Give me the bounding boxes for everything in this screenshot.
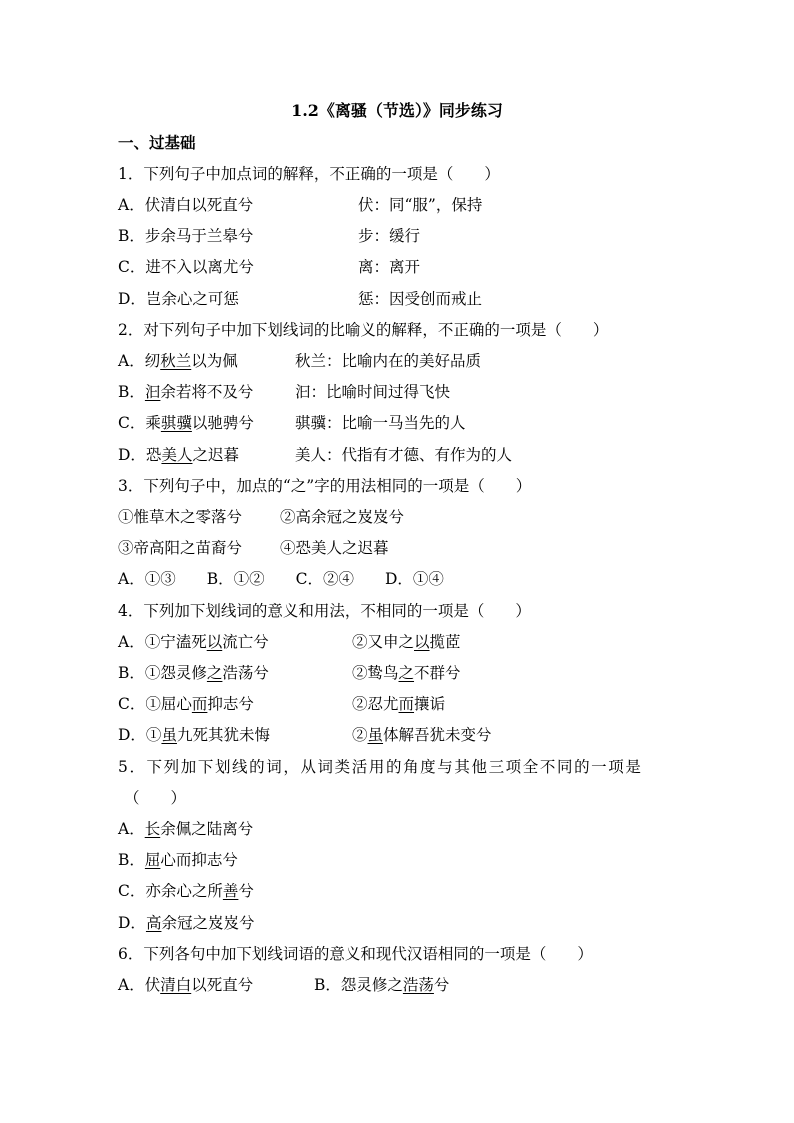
q2-option-c-suffix: 以驰骋兮: [191, 414, 254, 432]
q4-d-first-suffix: 九死其犹未悔: [176, 726, 270, 744]
q4-c-first-underlined: 而: [191, 695, 208, 713]
q4-b-first-suffix: 浩荡兮: [222, 664, 269, 682]
q4-c-second: [352, 693, 445, 715]
q5-b-suffix: 心而抑志兮: [160, 851, 238, 869]
q5-option-b: [118, 849, 238, 871]
q2-option-b-note: 汩：比喻时间过得飞快: [295, 383, 451, 401]
q4-b-second-underlined: 之: [398, 664, 415, 682]
q4-d-second-suffix: 体解吾犹未变兮: [383, 726, 492, 744]
q2-option-d-suffix: 之迟暮: [192, 446, 239, 464]
q5-a-suffix: 余佩之陆离兮: [160, 820, 254, 838]
q4-d-first-prefix: D．①: [118, 726, 162, 744]
q4-a-second-underlined: 以: [414, 633, 430, 651]
q2-option-a-underlined: 秋兰: [160, 352, 192, 370]
q4-d-first-underlined: 虽: [161, 726, 177, 744]
q5-option-c: [118, 880, 254, 902]
q5-d-suffix: 余冠之岌岌兮: [161, 914, 255, 932]
q1-option-c-note: 离：离开: [358, 258, 421, 276]
q5-option-d: [118, 912, 254, 934]
q4-a-second-suffix: 揽茝: [429, 633, 461, 651]
q4-a-first-underlined: 以: [206, 633, 223, 651]
q2-option-d-note: 美人：代指有才德、有作为的人: [295, 446, 513, 464]
q6-b-prefix: B．怨灵修之: [314, 976, 403, 994]
q4-c-first-suffix: 抑志兮: [207, 695, 254, 713]
q2-option-c-note: 骐骥：比喻一马当先的人: [295, 414, 466, 432]
q1-option-a: [118, 194, 483, 216]
q5-c-suffix: 兮: [238, 882, 254, 900]
q4-b-second-prefix: ②鸷鸟: [352, 664, 399, 682]
q5-b-underlined: 屈: [144, 851, 161, 869]
q1-option-d: [118, 288, 483, 310]
q6-a-underlined: 清白: [160, 976, 192, 994]
q4-b-second-suffix: 不群兮: [414, 664, 461, 682]
question-6-stem: 6．下列各句中加下划线词语的意义和现代汉语相同的一项是（ ）: [118, 945, 593, 963]
q2-option-c: [118, 412, 466, 434]
q1-option-c-text: C．进不入以离尤兮: [118, 258, 254, 276]
q4-a-second: [352, 631, 461, 653]
question-4-stem: 4．下列加下划线词的意义和用法，不相同的一项是（ ）: [118, 602, 531, 620]
q2-option-b-suffix: 余若将不及兮: [160, 383, 254, 401]
q2-option-c-prefix: C．乘: [118, 414, 161, 432]
q4-a-second-prefix: ②又申之: [352, 633, 415, 651]
q4-b-first-prefix: B．①怨灵修: [118, 664, 207, 682]
q4-b-first-underlined: 之: [206, 664, 223, 682]
q5-c-prefix: C．亦余心之所: [118, 882, 223, 900]
q2-option-a-suffix: 以为佩: [191, 352, 238, 370]
q2-option-d-prefix: D．恐: [118, 446, 162, 464]
q4-b-second: [352, 662, 461, 684]
q2-option-d: [118, 444, 513, 466]
q3-item-3: ③帝高阳之苗裔兮: [118, 539, 243, 557]
q1-option-a-note: 伏：同“服”，保持: [358, 196, 483, 214]
q5-b-prefix: B．: [118, 851, 145, 869]
q1-option-b: [118, 225, 421, 247]
question-3-stem: 3．下列句子中，加点的“之”字的用法相同的一项是（ ）: [118, 477, 532, 495]
q2-option-a: [118, 350, 482, 372]
q3-answers: A．①③ B．①② C．②④ D．①④: [118, 570, 444, 588]
q1-option-d-text: D．岂余心之可惩: [118, 290, 239, 308]
q2-option-a-note: 秋兰：比喻内在的美好品质: [295, 352, 482, 370]
q2-option-b-underlined: 汩: [144, 383, 161, 401]
q6-option-b: [314, 974, 449, 996]
q5-option-a: [118, 818, 253, 840]
q6-a-prefix: A．伏: [118, 976, 161, 994]
q2-option-b: [118, 381, 451, 403]
q2-option-b-prefix: B．: [118, 383, 145, 401]
q4-c-second-underlined: 而: [398, 695, 415, 713]
q4-d-second: [352, 724, 492, 746]
q5-d-prefix: D．: [118, 914, 146, 932]
q1-option-a-text: A．伏清白以死直兮: [118, 196, 254, 214]
q3-item-1: ①惟草木之零落兮: [118, 508, 243, 526]
question-2-stem: 2．对下列句子中加下划线词的比喻义的解释，不正确的一项是（ ）: [118, 321, 609, 339]
q4-option-a: [118, 631, 461, 653]
q5-a-underlined: 长: [144, 820, 161, 838]
q4-c-first-prefix: C．①屈心: [118, 695, 192, 713]
q5-c-underlined: 善: [222, 882, 239, 900]
q4-a-first-prefix: A．①宁溘死: [118, 633, 207, 651]
q1-option-b-note: 步：缓行: [358, 227, 421, 245]
q6-a-suffix: 以死直兮: [191, 976, 254, 994]
q3-item-4: ④恐美人之迟暮: [280, 539, 389, 557]
q4-d-second-underlined: 虽: [367, 726, 384, 744]
q4-d-second-prefix: ②: [352, 726, 368, 744]
q6-b-underlined: 浩荡: [402, 976, 434, 994]
q2-option-d-underlined: 美人: [161, 446, 193, 464]
q6-b-suffix: 兮: [433, 976, 450, 994]
q4-c-second-suffix: 攘诟: [414, 695, 446, 713]
page-title: 1.2《离骚（节选）》同步练习: [291, 101, 503, 120]
q3-item-2: ②高余冠之岌岌兮: [280, 508, 405, 526]
q3-row-2: [118, 537, 389, 559]
q1-option-d-note: 惩：因受创而戒止: [358, 290, 483, 308]
q4-a-first-suffix: 流亡兮: [222, 633, 269, 651]
q4-option-b: [118, 662, 461, 684]
q2-option-c-underlined: 骐骥: [160, 414, 192, 432]
question-5-stem: 5．下列加下划线的词，从词类活用的角度与其他三项全不同的一项是: [118, 758, 643, 776]
q5-a-prefix: A．: [118, 820, 145, 838]
q1-option-b-text: B．步余马于兰皋兮: [118, 227, 254, 245]
q5-d-underlined: 高: [145, 914, 162, 932]
q3-row-1: [118, 506, 405, 528]
q6-options-row: [118, 974, 450, 996]
q4-option-c: [118, 693, 446, 715]
q5-answer-paren: （ ）: [124, 789, 187, 807]
q1-option-c: [118, 256, 421, 278]
question-1-stem: 1．下列句子中加点词的解释，不正确的一项是（ ）: [118, 165, 500, 183]
q2-option-a-prefix: A．纫: [118, 352, 161, 370]
q4-c-second-prefix: ②忍尤: [352, 695, 399, 713]
section-heading: 一、过基础: [118, 133, 196, 152]
q4-option-d: [118, 724, 492, 746]
